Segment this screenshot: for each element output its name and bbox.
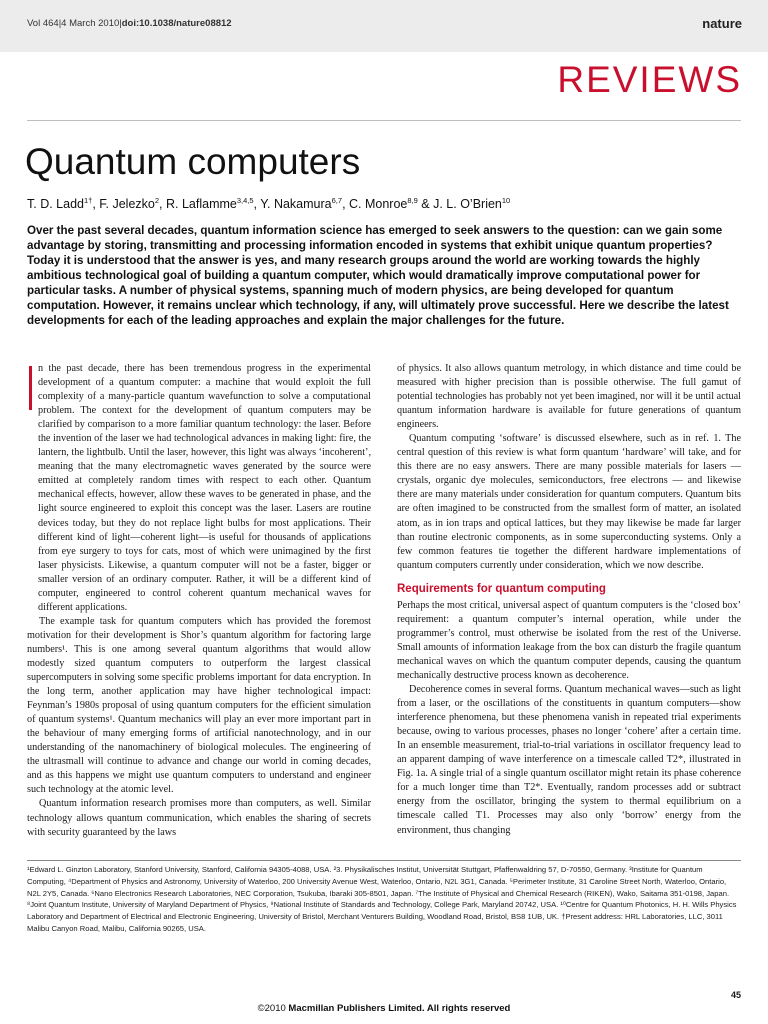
author-name: Y. Nakamura: [260, 197, 332, 211]
body-paragraph: Perhaps the most critical, universal aspect of quantum computers is the ‘closed box’ requirement: a quantum computer’s internal operation, while under the programmer’s control, must otherwise be isolated from the rest of the Universe. Small amounts of information leakage from the box can disturb the fragile quantum mechanical waves on which the quantum computer depends, causing the quantum mechanically destructive process known as decoherence.: [397, 599, 741, 681]
author-separator: ,: [159, 197, 166, 211]
journal-name: nature: [702, 16, 742, 31]
page-number: 45: [730, 990, 741, 1000]
author-affiliation: 2: [154, 195, 160, 205]
author-affiliation: 1†: [83, 195, 93, 205]
author-affiliation: 6,7: [331, 195, 343, 205]
section-heading: Requirements for quantum computing: [397, 582, 606, 595]
article-title: Quantum computers: [25, 141, 361, 182]
left-column: [27, 362, 371, 840]
issue-info: Vol 464|4 March 2010|doi:10.1038/nature08812: [27, 18, 232, 29]
affiliations-footnote: ¹Edward L. Ginzton Laboratory, Stanford University, Stanford, California 94305-4088, USA. ²3. Physikalisches Institut, Universität Stuttgart, Pfaffenwaldring 57, D-70550, Germany. ³Institute for Quantum Computing, ⁴Department of Physics and Astronomy, University of Waterloo, 200 University Avenue West, Waterloo, Ontario, N2L 3G1, Canada. ⁵Perimeter Institute, 31 Caroline Street North, Waterloo, Ontario, N2L 2Y5, Canada. ⁶Nano Electronics Research Laboratories, NEC Corporation, Tsukuba, Ibaraki 305-8501, Japan. ⁷The Institute of Physical and Chemical Research (RIKEN), Wako, Saitama 351-0198, Japan. ⁸Joint Quantum Institute, University of Maryland Department of Physics, ⁹National Institute of Standards and Technology, College Park, Maryland 20742, USA. ¹⁰Centre for Quantum Photonics, H. H. Wills Physics Laboratory and Department of Electrical and Electronic Engineering, University of Bristol, Merchant Venturers Building, Woodland Road, Bristol, BS8 1UB, UK. †Present address: HRL Laboratories, LLC, 3011 Malibu Canyon Road, Malibu, California 90265, USA.: [27, 865, 737, 933]
title-divider: [27, 120, 741, 121]
author-affiliation: 8,9: [407, 195, 418, 205]
copyright-year: ©2010: [257, 1003, 286, 1014]
footnote-divider: [27, 860, 741, 861]
body-paragraph: The example task for quantum computers which has provided the foremost motivation for their development is Shor’s quantum algorithm for factoring large numbers¹. This is one among several quantum algorithms that would allow modestly sized quantum computers to outperform the largest classical supercomputers in solving some specific problems important for data encryption. In the long term, another application may have higher technological impact: Feynman’s 1980s proposal of using quantum computers for the efficient simulation of quantum systems¹. Quantum mechanics will play an ever more important part in the behaviour of many emerging forms of artificial nanotechnology, and in our understanding of the nanomachinery of biological molecules. The engineering of the ultrasmall will continue to advance and change our world in coming decades, and as this happens we might use quantum computers to understand and engineer such technology at the atomic level.: [27, 615, 371, 796]
section-label: REVIEWS: [557, 59, 742, 100]
issue-date: 4 March 2010: [61, 18, 120, 29]
body-paragraph: Decoherence comes in several forms. Quantum mechanical waves—such as light from a laser, or the oscillations of the constituents in quantum computers—show interference phenomena, but these phenomena vanish in repeated trial experiments because, owing to various processes, phases no longer ‘cohere’ after a certain time. In an ensemble measurement, trial-to-trial variations in oscillator frequency lead to an apparent damping of wave interference on a timescale called T2*, illustrated in Fig. 1a. A single trial of a single quantum oscillator might retain its phase coherence for a much longer time than T2*. Eventually, random processes add or subtract energy from the oscillator, bringing the system to thermal equilibrium on a timescale called T1. Processes may also only ‘borrow’ energy from the environment, thus changing: [397, 684, 741, 836]
body-paragraph: Quantum information research promises more than computers, as well. Similar technology allows quantum communication, which enables the sharing of secrets with security guaranteed by the laws: [27, 798, 371, 838]
volume: Vol 464: [27, 18, 59, 29]
author-list: [27, 197, 510, 211]
right-column: [397, 362, 741, 838]
author-affiliation: 10: [501, 195, 511, 205]
author-separator: ,: [253, 197, 261, 211]
author-separator: ,: [92, 197, 100, 211]
body-paragraph: n the past decade, there has been tremendous progress in the experimental development of a quantum computer: a machine that would exploit the full complexity of a many-particle quantum wavefunction to solve a computational problem. The context for the development of quantum computers may be clarified by comparison to a more familiar quantum technology: the laser. Before the invention of the laser we had technological advances in making light: fire, the lantern, the lightbulb. Until the laser, however, this light was always ‘incoherent’, meaning that the many electromagnetic waves generated by the source were emitted at completely random times with respect to each other. Quantum mechanical effects, however, allow these waves to be generated in phase, and the light source engineered to exploit this concept was the laser. Lasers are routine devices today, but they do not replace light bulbs for most applications. Their different kind of light—coherent light—is useful for thousands of applications from eye surgery to toys for cats, most of which were unimagined by the first laser physicists. Likewise, a quantum computer will not be a faster, bigger or smaller version of an ordinary computer. Rather, it will be a different kind of computer, engineered to control coherent quantum mechanical waves for different applications.: [38, 363, 371, 613]
body-paragraph: of physics. It also allows quantum metrology, in which distance and time could be measured with higher precision than is possible otherwise. The full gamut of potential technologies has probably not yet been imagined, nor will it be until actual quantum information hardware is available for future generations of quantum engineers.: [397, 363, 741, 431]
body-paragraph: Quantum computing ‘software’ is discussed elsewhere, such as in ref. 1. The central question of this review is what form quantum ‘hardware’ will take, and for this there are no easy answers. There are many possible materials for lasers — crystals, organic dye molecules, semiconductors, free electrons — and likewise there are many materials under consideration for quantum computers. Quantum bits are often imagined to be constructed from the smallest form of matter, an isolated atom, as in ion traps and optical lattices, but they may likewise be made far larger than routine electronic components, as in some superconducting systems. Only a few common features tie together the different hardware implementations of quantum computers currently under consideration, which we now describe.: [397, 433, 741, 571]
abstract: Over the past several decades, quantum information science has emerged to seek answers to the question: can we gain some advantage by storing, transmitting and processing information encoded in systems that exhibit unique quantum properties? Today it is understood that the answer is yes, and many research groups around the world are working towards the highly ambitious technological goal of building a quantum computer, which would dramatically improve computational power for particular tasks. A number of physical systems, spanning much of modern physics, are being developed for quantum computation. However, it remains unclear which technology, if any, will ultimately prove successful. Here we describe the latest developments for each of the leading approaches and explain the major challenges for the future.: [27, 224, 729, 327]
author-name: J. L. O’Brien: [433, 197, 502, 211]
author-name: R. Laflamme: [166, 197, 237, 211]
author-name: C. Monroe: [349, 197, 408, 211]
author-name: F. Jelezko: [99, 197, 155, 211]
doi[interactable]: doi:10.1038/nature08812: [121, 18, 232, 29]
copyright-line: [0, 1003, 768, 1014]
author-separator: &: [417, 197, 434, 211]
copyright-text: Macmillan Publishers Limited. All rights reserved: [288, 1003, 511, 1014]
author-name: T. D. Ladd: [27, 197, 84, 211]
author-separator: ,: [342, 197, 350, 211]
author-affiliation: 3,4,5: [236, 195, 254, 205]
